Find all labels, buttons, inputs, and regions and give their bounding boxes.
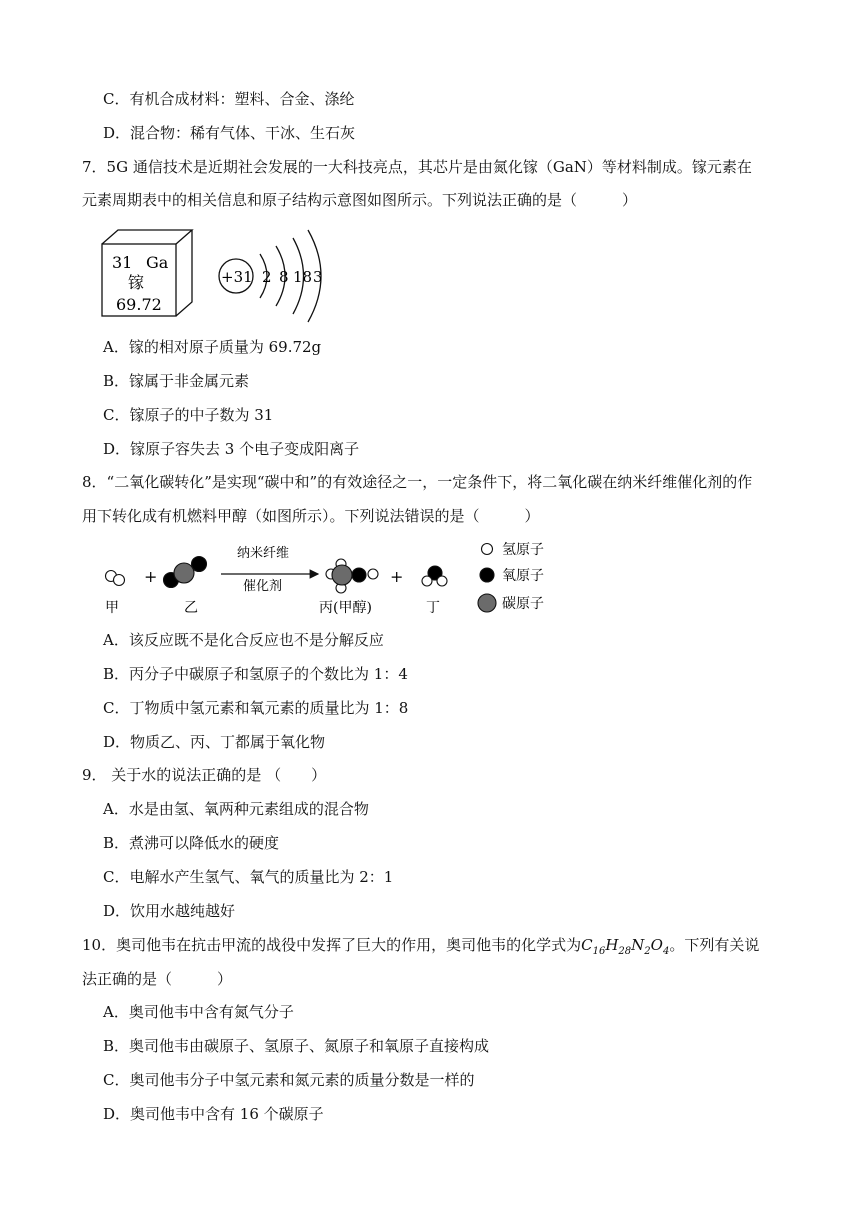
q10-option-b: B．奥司他韦由碳原子、氢原子、氮原子和氧原子直接构成 bbox=[103, 1037, 490, 1055]
molecule-yi-co2 bbox=[164, 557, 207, 588]
q7-figure bbox=[100, 228, 340, 320]
atomic-mass: 69.72 bbox=[116, 295, 162, 314]
q8-stem-line1: 8．“二氧化碳转化”是实现“碳中和”的有效途径之一，一定条件下，将二氧化碳在纳米纤维催化剂的作 bbox=[82, 473, 753, 491]
formula-n: N bbox=[631, 936, 645, 954]
molecule-ding-water bbox=[422, 566, 447, 586]
formula-h-count: 28 bbox=[618, 946, 632, 957]
label-bing: 丙(甲醇) bbox=[319, 600, 372, 616]
legend-carbon: 碳原子 bbox=[502, 596, 544, 612]
molecule-jia-h2 bbox=[106, 571, 125, 586]
q8-reaction-figure bbox=[100, 536, 560, 620]
q7-stem-line1: 7．5G 通信技术是近期社会发展的一大科技亮点，其芯片是由氮化镓（GaN）等材料制成。镓元素在 bbox=[82, 158, 752, 176]
q10-stem-pre: 10．奥司他韦在抗击甲流的战役中发挥了巨大的作用，奥司他韦的化学式为 bbox=[82, 936, 582, 954]
q6-option-d: D．混合物：稀有气体、干冰、生石灰 bbox=[103, 124, 356, 142]
q8-option-a: A．该反应既不是化合反应也不是分解反应 bbox=[103, 631, 384, 649]
plus-sign-2: + bbox=[390, 567, 404, 586]
formula-h: H bbox=[605, 936, 619, 954]
q6-option-c: C．有机合成材料：塑料、合金、涤纶 bbox=[103, 90, 355, 108]
q9-option-c: C．电解水产生氢气、氧气的质量比为 2：1 bbox=[103, 868, 394, 886]
chemical-formula bbox=[581, 936, 670, 957]
q9-stem: 9． 关于水的说法正确的是 （ ） bbox=[82, 766, 327, 784]
q8-option-b: B．丙分子中碳原子和氢原子的个数比为 1：4 bbox=[103, 665, 408, 683]
legend-oxygen: 氧原子 bbox=[502, 568, 544, 584]
q7-option-b: B．镓属于非金属元素 bbox=[103, 372, 250, 390]
q10-option-a: A．奥司他韦中含有氮气分子 bbox=[103, 1003, 294, 1021]
q9-option-a: A．水是由氢、氧两种元素组成的混合物 bbox=[103, 800, 369, 818]
label-yi: 乙 bbox=[184, 600, 198, 616]
formula-o-count: 4 bbox=[662, 946, 670, 957]
plus-sign-1: + bbox=[144, 567, 158, 586]
q10-stem-line2: 法正确的是（ ） bbox=[82, 970, 233, 988]
q7-option-d: D．镓原子容失去 3 个电子变成阳离子 bbox=[103, 440, 360, 458]
q9-option-b: B．煮沸可以降低水的硬度 bbox=[103, 834, 280, 852]
formula-n-count: 2 bbox=[644, 946, 651, 957]
nucleus-charge: +31 bbox=[221, 268, 253, 286]
formula-o: O bbox=[650, 936, 663, 954]
shell-4-count: 3 bbox=[313, 268, 323, 286]
arrow-label-bottom: 催化剂 bbox=[243, 579, 283, 594]
label-jia: 甲 bbox=[105, 600, 119, 616]
q10-stem-post: 。下列有关说 bbox=[669, 936, 760, 954]
formula-c: C bbox=[581, 936, 593, 954]
legend bbox=[478, 544, 496, 613]
element-name: 镓 bbox=[128, 273, 145, 292]
shell-2-count: 8 bbox=[279, 268, 289, 286]
molecule-bing-methanol bbox=[326, 559, 378, 593]
label-ding: 丁 bbox=[426, 600, 440, 616]
q10-option-d: D．奥司他韦中含有 16 个碳原子 bbox=[103, 1105, 324, 1123]
shell-3-count: 18 bbox=[293, 268, 313, 286]
shell-1-count: 2 bbox=[262, 268, 272, 286]
q7-stem-line2: 元素周期表中的相关信息和原子结构示意图如图所示。下列说法正确的是（ ） bbox=[82, 191, 638, 209]
q8-stem-line2: 用下转化成有机燃料甲醇（如图所示）。下列说法错误的是（ ） bbox=[82, 507, 540, 525]
q10-option-c: C．奥司他韦分子中氢元素和氮元素的质量分数是一样的 bbox=[103, 1071, 475, 1089]
q9-option-d: D．饮用水越纯越好 bbox=[103, 902, 236, 920]
formula-c-count: 16 bbox=[592, 946, 606, 957]
q8-option-d: D．物质乙、丙、丁都属于氧化物 bbox=[103, 733, 326, 751]
q7-option-c: C．镓原子的中子数为 31 bbox=[103, 406, 274, 424]
arrow-label-top: 纳米纤维 bbox=[237, 546, 290, 561]
element-symbol: Ga bbox=[146, 253, 169, 272]
q8-option-c: C．丁物质中氢元素和氧元素的质量比为 1：8 bbox=[103, 699, 409, 717]
legend-hydrogen: 氢原子 bbox=[502, 542, 544, 558]
q10-stem-line1 bbox=[82, 935, 759, 962]
q7-option-a: A．镓的相对原子质量为 69.72g bbox=[103, 338, 322, 356]
atomic-number: 31 bbox=[112, 253, 133, 272]
